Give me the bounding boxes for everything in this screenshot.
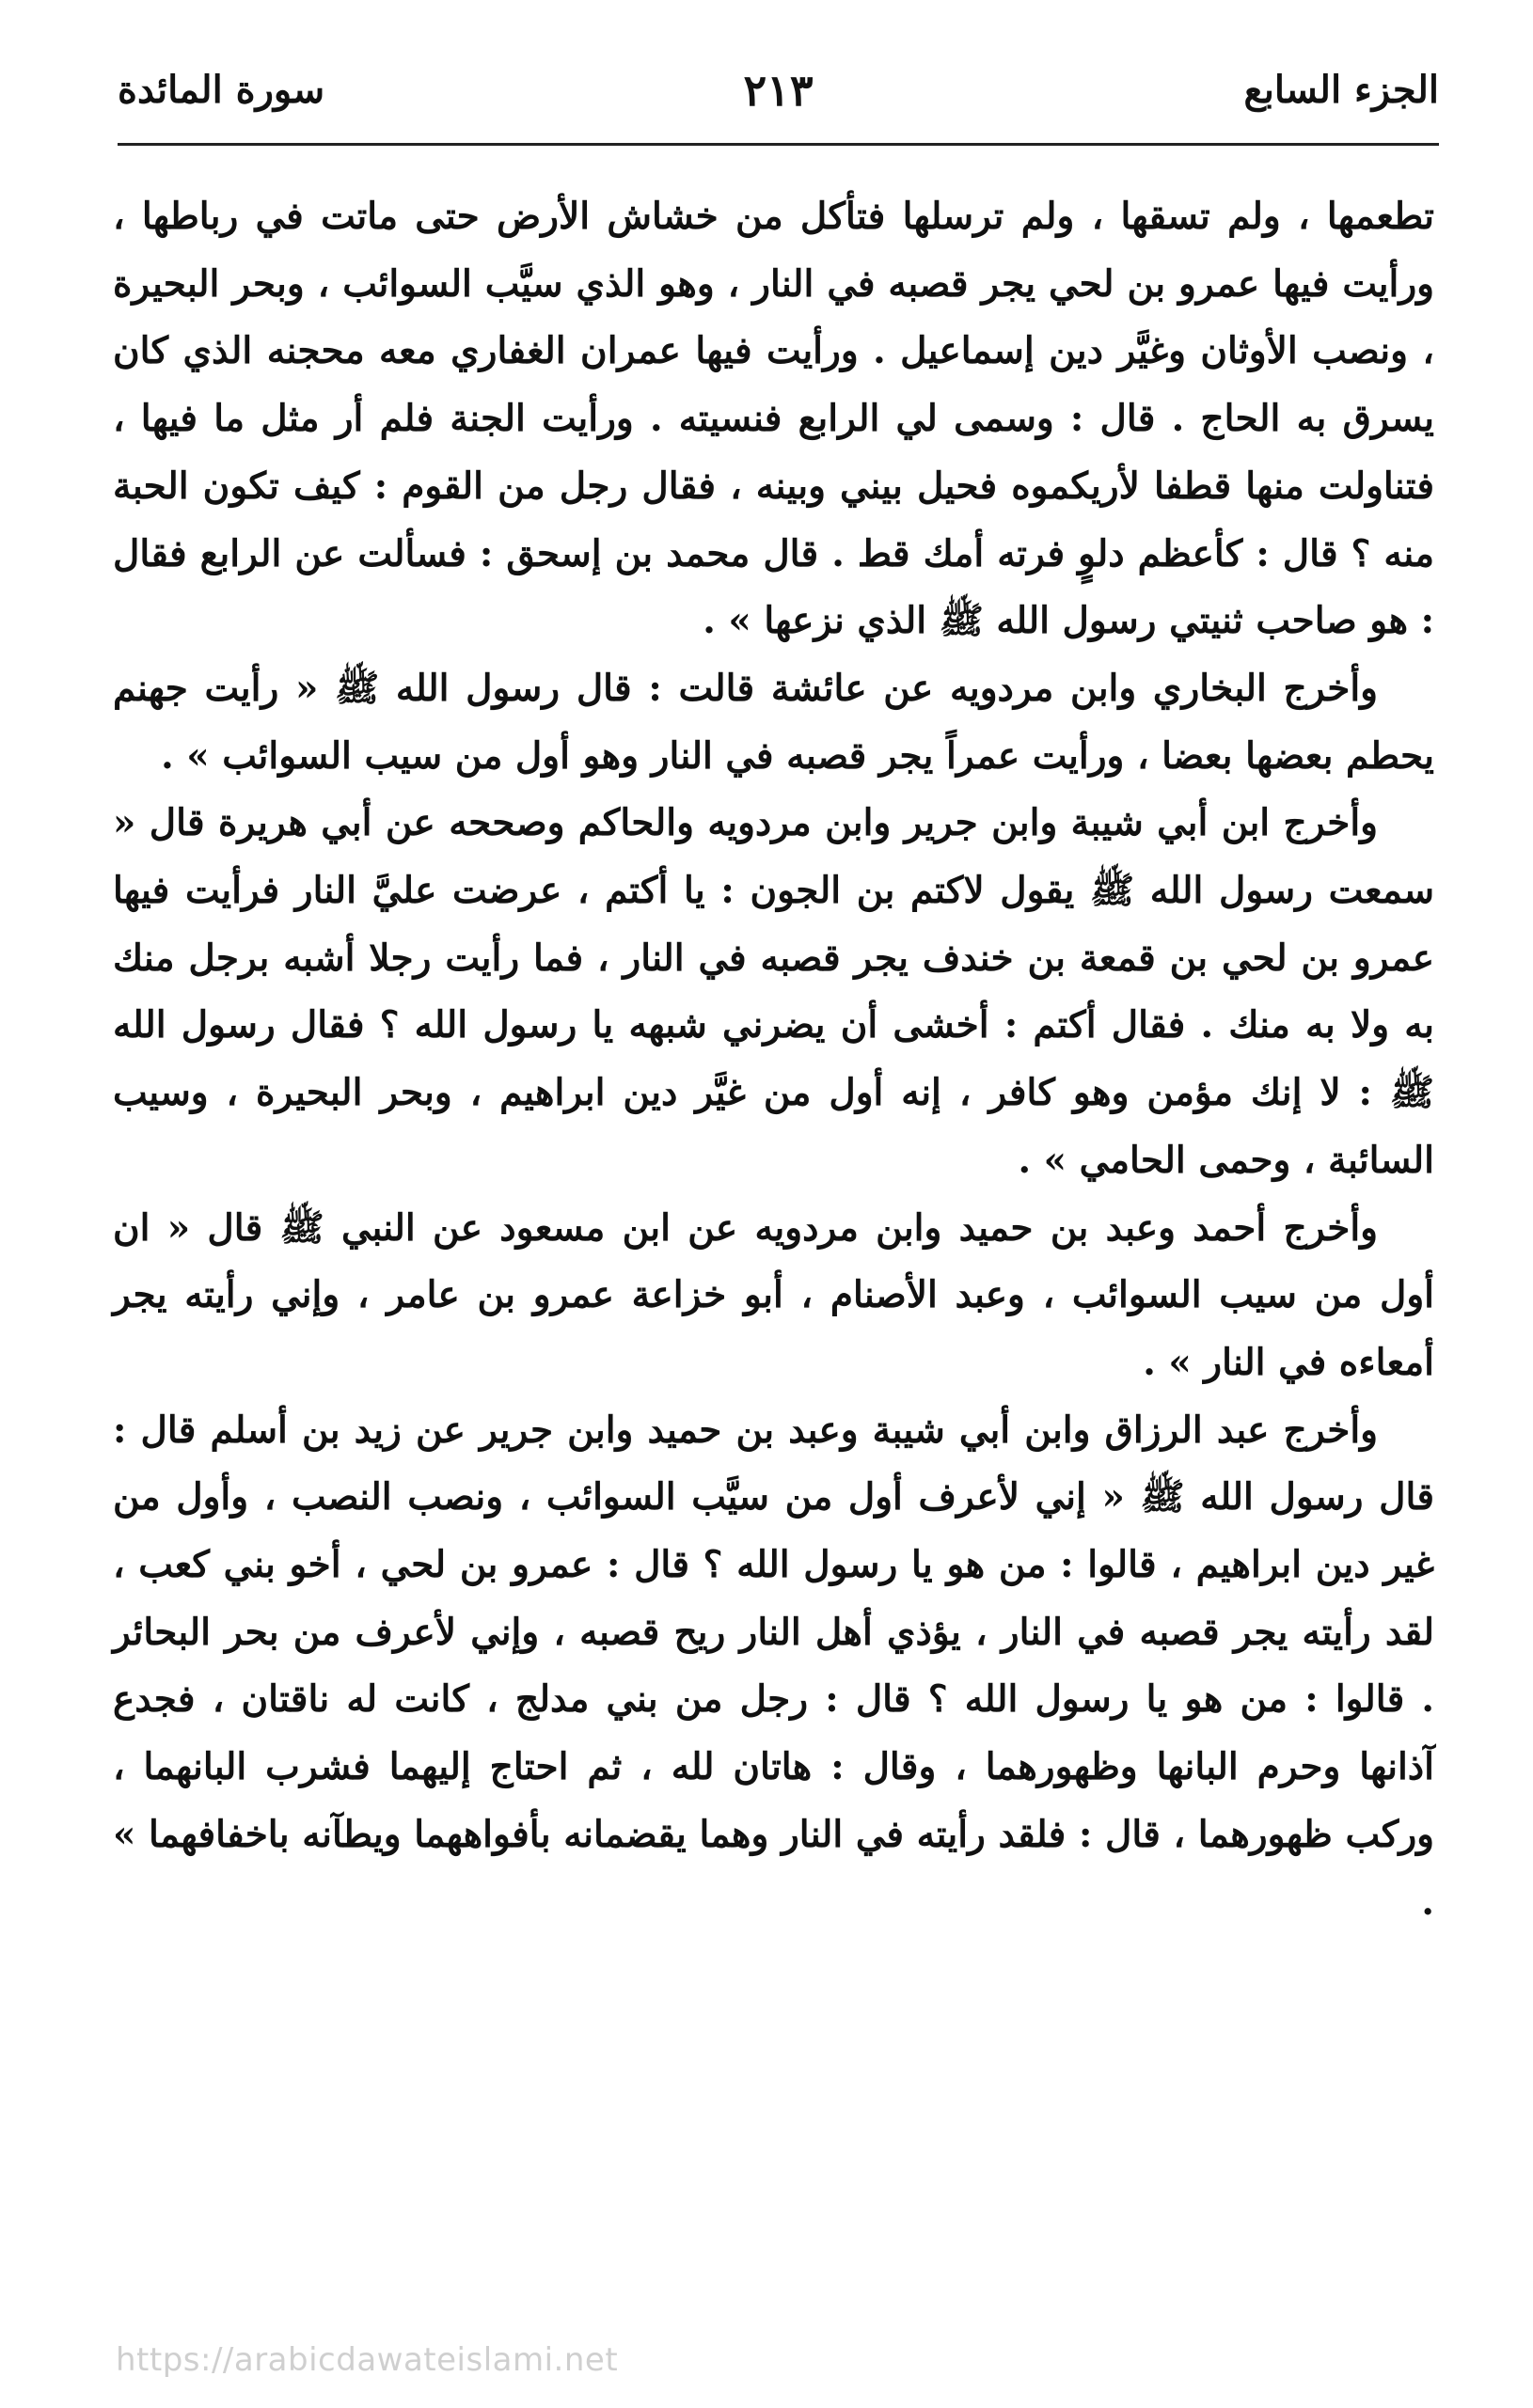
part-label: الجزء السابع [1243,68,1439,112]
header-divider [118,143,1439,146]
page-header [118,56,1439,141]
paragraph-bukhari: وأخرج البخاري وابن مردويه عن عائشة قالت : قال رسول الله ﷺ « رأيت جهنم يحطم بعضها بعضا ، ورأيت عمراً يجر قصبه في النار وهو أول من سيب السوائب » . [113,666,1434,778]
page-body [113,183,1434,1936]
surah-label: سورة المائدة [118,68,325,112]
watermark-url: https://arabicdawateislami.net [116,2341,619,2379]
page-number: ٢١٣ [743,65,814,116]
paragraph-ibn-abi-shaybah: وأخرج ابن أبي شيبة وابن جرير وابن مردويه والحاكم وصححه عن أبي هريرة قال « سمعت رسول الله ﷺ يقول لاكتم بن الجون : يا أكتم ، عرضت عليَّ النار فرأيت فيها عمرو بن لحي بن قمعة بن خندف يجر قصبه في النار ، فما رأيت رجلا أشبه برجل منك به ولا به منك . فقال أكتم : أخشى أن يضرني شبهه يا رسول الله ؟ فقال رسول الله ﷺ : لا إنك مؤمن وهو كافر ، إنه أول من غيَّر دين ابراهيم ، وبحر البحيرة ، وسيب السائبة ، وحمى الحامي » . [113,801,1434,1182]
paragraph-ahmad: وأخرج أحمد وعبد بن حميد وابن مردويه عن ابن مسعود عن النبي ﷺ قال « ان أول من سيب السوائب ، وعبد الأصنام ، أبو خزاعة عمرو بن عامر ، وإني رأيته يجر أمعاءه في النار » . [113,1205,1434,1384]
paragraph-continuation: تطعمها ، ولم تسقها ، ولم ترسلها فتأكل من خشاش الأرض حتى ماتت في رباطها ، ورأيت فيها عمرو بن لحي يجر قصبه في النار ، وهو الذي سيَّب السوائب ، وبحر البحيرة ، ونصب الأوثان وغيَّر دين إسماعيل . ورأيت فيها عمران الغفاري معه محجنه الذي كان يسرق به الحاج . قال : وسمى لي الرابع فنسيته . ورأيت الجنة فلم أر مثل ما فيها ، فتناولت منها قطفا لأريكموه فحيل بيني وبينه ، فقال رجل من القوم : كيف تكون الحبة منه ؟ قال : كأعظم دلوٍ فرته أمك قط . قال محمد بن إسحق : فسألت عن الرابع فقال : هو صاحب ثنيتي رسول الله ﷺ الذي نزعها » . [113,195,1434,643]
paragraph-abd-al-razzaq: وأخرج عبد الرزاق وابن أبي شيبة وعبد بن حميد وابن جرير عن زيد بن أسلم قال : قال رسول الله ﷺ « إني لأعرف أول من سيَّب السوائب ، ونصب النصب ، وأول من غير دين ابراهيم ، قالوا : من هو يا رسول الله ؟ قال : عمرو بن لحي ، أخو بني كعب ، لقد رأيته يجر قصبه في النار ، يؤذي أهل النار ريح قصبه ، وإني لأعرف من بحر البحائر . قالوا : من هو يا رسول الله ؟ قال : رجل من بني مدلج ، كانت له ناقتان ، فجدع آذانها وحرم البانها وظهورهما ، وقال : هاتان لله ، ثم احتاج إليهما فشرب البانهما ، وركب ظهورهما ، قال : فلقد رأيته في النار وهما يقضمانه بأفواههما ويطآنه باخفافهما » . [113,1408,1434,1924]
